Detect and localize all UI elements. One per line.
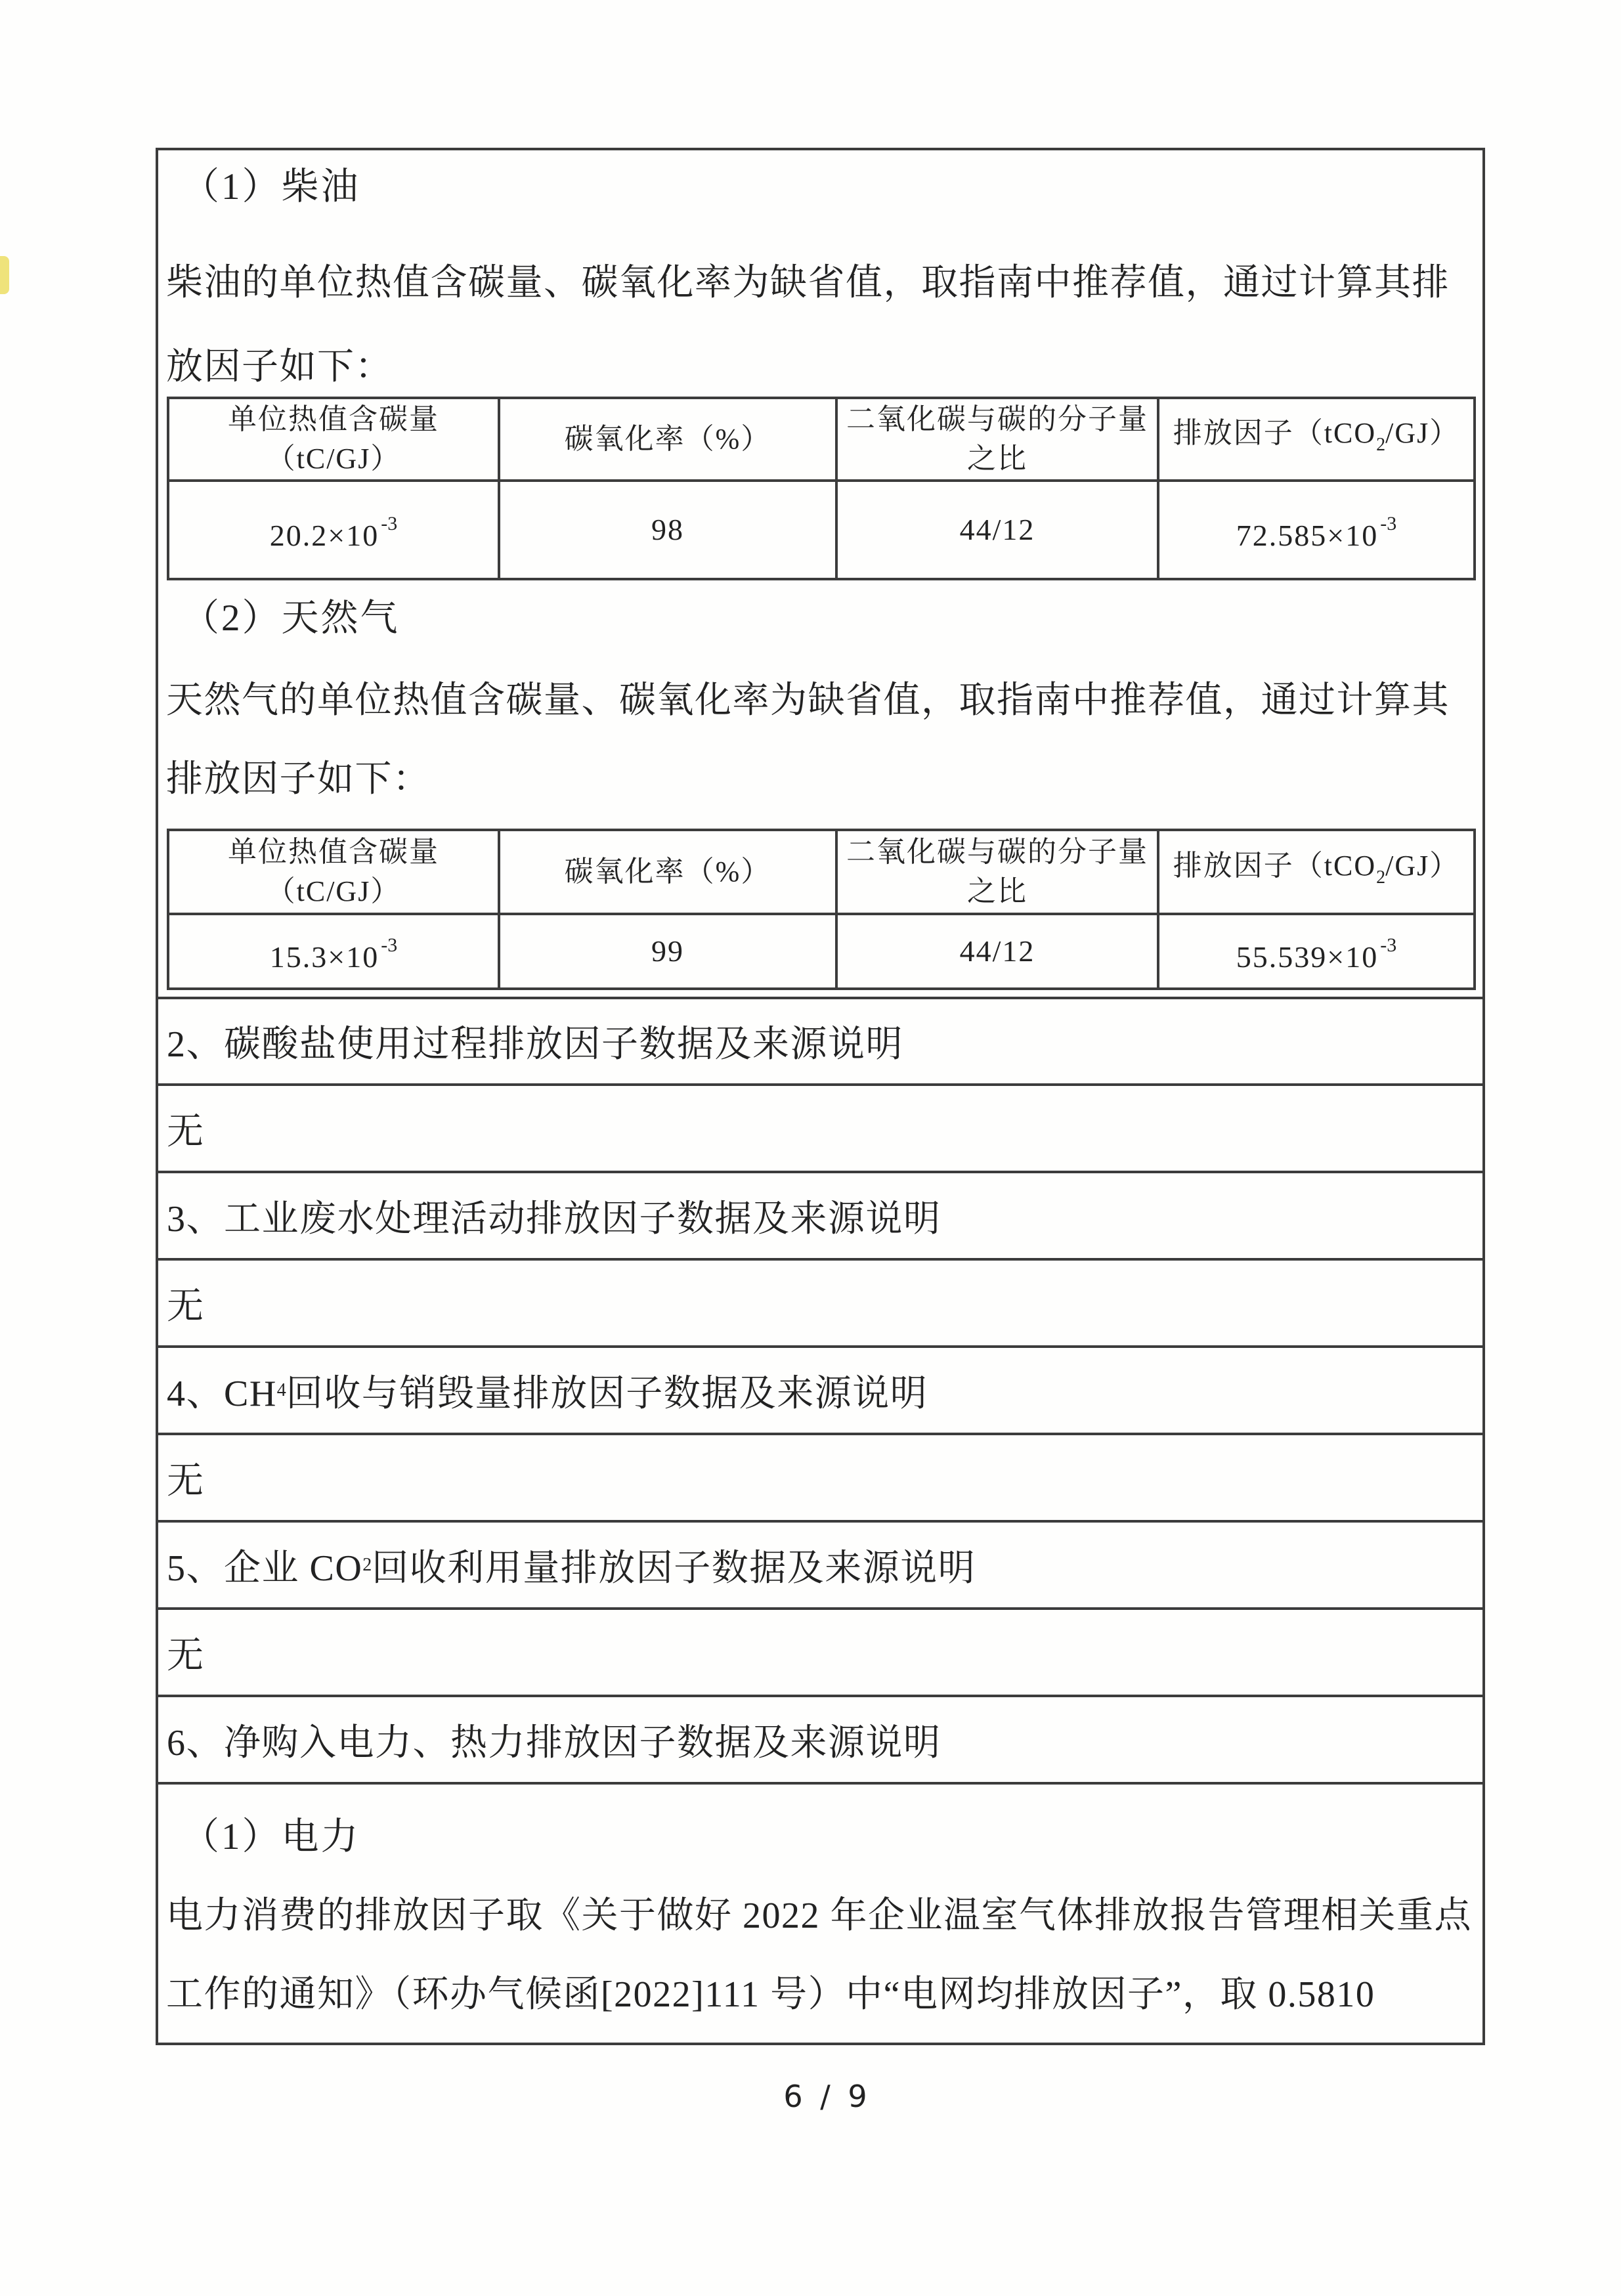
section-value-text: 无 bbox=[167, 1635, 205, 1676]
scan-artifact-mark bbox=[0, 256, 9, 294]
table-data-row bbox=[169, 482, 1473, 578]
section-value-carbonate bbox=[158, 1083, 1482, 1171]
section-value-wastewater bbox=[158, 1258, 1482, 1345]
header-oxidation-rate-label: 碳氧化率（%） bbox=[564, 856, 771, 888]
header-emission-factor-pre: 排放因子（tCO bbox=[1173, 417, 1377, 449]
section-heading-text: 3、工业废水处理活动排放因子数据及来源说明 bbox=[167, 1198, 941, 1240]
section-heading-text: 6、净购入电力、热力排放因子数据及来源说明 bbox=[167, 1722, 941, 1764]
header-molecular-ratio bbox=[835, 831, 1157, 913]
section-heading-purchased-power bbox=[158, 1695, 1482, 1782]
electricity-subsection-title: （1）电力 bbox=[182, 1816, 360, 1857]
header-oxidation-rate bbox=[498, 831, 835, 913]
header-emission-factor-label bbox=[1173, 414, 1459, 465]
header-molecular-ratio-line2: 之比 bbox=[967, 443, 1027, 475]
cell-oxidation-rate bbox=[498, 915, 835, 987]
co2-subscript: 2 bbox=[1376, 867, 1386, 888]
header-molecular-ratio-line2: 之比 bbox=[967, 875, 1027, 907]
header-carbon-content-unit: （tC/GJ） bbox=[266, 875, 401, 907]
diesel-intro-line2: 放因子如下： bbox=[166, 347, 393, 387]
header-molecular-ratio-line1: 二氧化碳与碳的分子量 bbox=[846, 836, 1148, 868]
header-oxidation-rate-label: 碳氧化率（%） bbox=[564, 423, 771, 455]
section-value-ch4-recovery bbox=[158, 1433, 1482, 1520]
cell-molecular-ratio-value: 44/12 bbox=[959, 934, 1035, 968]
diesel-section-title: （1）柴油 bbox=[182, 166, 360, 207]
header-emission-factor-pre: 排放因子（tCO bbox=[1173, 850, 1377, 882]
header-emission-factor-label bbox=[1173, 846, 1459, 898]
electricity-paragraph-line2: 工作的通知》（环办气候函[2022]111 号）中“电网均排放因子”，取 0.5810 bbox=[166, 1974, 1375, 2015]
cell-molecular-ratio bbox=[835, 915, 1157, 987]
cell-oxidation-rate-value: 98 bbox=[651, 513, 684, 546]
header-molecular-ratio-line1: 二氧化碳与碳的分子量 bbox=[846, 403, 1148, 435]
value-base: 20.2×10 bbox=[269, 519, 379, 552]
value-exponent: -3 bbox=[381, 513, 398, 534]
section-value-text: 无 bbox=[167, 1460, 205, 1502]
cell-emission-factor-value bbox=[1236, 504, 1396, 555]
natural-gas-intro-line2: 排放因子如下： bbox=[166, 759, 431, 800]
cell-emission-factor-value bbox=[1236, 926, 1396, 977]
value-base: 15.3×10 bbox=[269, 940, 379, 974]
cell-molecular-ratio-value: 44/12 bbox=[959, 513, 1035, 546]
cell-oxidation-rate bbox=[498, 482, 835, 578]
header-molecular-ratio bbox=[835, 399, 1157, 479]
natural-gas-intro-line1: 天然气的单位热值含碳量、碳氧化率为缺省值，取指南中推荐值，通过计算其 bbox=[166, 680, 1450, 721]
section-value-co2-reuse bbox=[158, 1607, 1482, 1695]
co2-subscript: 2 bbox=[1376, 435, 1386, 455]
electricity-paragraph-line1: 电力消费的排放因子取《关于做好 2022 年企业温室气体排放报告管理相关重点 bbox=[166, 1895, 1472, 1936]
header-emission-factor bbox=[1157, 399, 1473, 479]
header-emission-factor-post: /GJ） bbox=[1385, 417, 1460, 449]
header-carbon-content bbox=[169, 399, 498, 479]
section-heading-text-post: 回收利用量排放因子数据及来源说明 bbox=[372, 1548, 976, 1589]
cell-emission-factor bbox=[1157, 482, 1473, 578]
value-base: 72.585×10 bbox=[1236, 519, 1379, 552]
table-header-row bbox=[169, 399, 1473, 482]
section-heading-text: 4、CH bbox=[167, 1373, 277, 1414]
cell-carbon-content bbox=[169, 482, 498, 578]
header-carbon-content bbox=[169, 831, 498, 913]
natural-gas-emission-factor-table bbox=[167, 829, 1476, 990]
header-carbon-content-line1: 单位热值含碳量 bbox=[228, 403, 439, 435]
section-heading-co2-reuse bbox=[158, 1520, 1482, 1607]
section-heading-ch4-recovery bbox=[158, 1345, 1482, 1433]
section-heading-carbonate bbox=[158, 997, 1482, 1083]
cell-molecular-ratio bbox=[835, 482, 1157, 578]
section-value-text: 无 bbox=[167, 1286, 205, 1327]
cell-carbon-content bbox=[169, 915, 498, 987]
header-emission-factor-post: /GJ） bbox=[1385, 850, 1460, 882]
section-heading-text: 2、碳酸盐使用过程排放因子数据及来源说明 bbox=[167, 1024, 903, 1065]
page-number: 6 / 9 bbox=[783, 2079, 871, 2114]
section-heading-wastewater bbox=[158, 1171, 1482, 1258]
section-value-text: 无 bbox=[167, 1111, 205, 1152]
cell-emission-factor bbox=[1157, 915, 1473, 987]
cell-carbon-content-value bbox=[270, 504, 397, 555]
value-exponent: -3 bbox=[381, 934, 398, 956]
value-base: 55.539×10 bbox=[1236, 940, 1379, 974]
ch4-subscript: 4 bbox=[276, 1379, 286, 1400]
electricity-section-cell bbox=[158, 1782, 1482, 2043]
header-carbon-content-unit: （tC/GJ） bbox=[266, 443, 401, 475]
table-data-row bbox=[169, 915, 1473, 987]
header-carbon-content-line1: 单位热值含碳量 bbox=[228, 836, 439, 868]
section-heading-text: 5、企业 CO bbox=[167, 1548, 363, 1589]
natural-gas-section-title: （2）天然气 bbox=[182, 597, 400, 639]
diesel-intro-line1: 柴油的单位热值含碳量、碳氧化率为缺省值，取指南中推荐值，通过计算其排 bbox=[166, 263, 1450, 303]
header-emission-factor bbox=[1157, 831, 1473, 913]
value-exponent: -3 bbox=[1380, 513, 1397, 534]
cell-oxidation-rate-value: 99 bbox=[651, 934, 684, 968]
value-exponent: -3 bbox=[1380, 934, 1397, 956]
section-heading-text-post: 回收与销毁量排放因子数据及来源说明 bbox=[286, 1373, 928, 1414]
cell-carbon-content-value bbox=[270, 926, 397, 977]
table-header-row bbox=[169, 831, 1473, 915]
report-table-frame bbox=[156, 148, 1485, 2045]
header-oxidation-rate bbox=[498, 399, 835, 479]
diesel-emission-factor-table bbox=[167, 397, 1476, 580]
co2-subscript: 2 bbox=[362, 1554, 372, 1575]
